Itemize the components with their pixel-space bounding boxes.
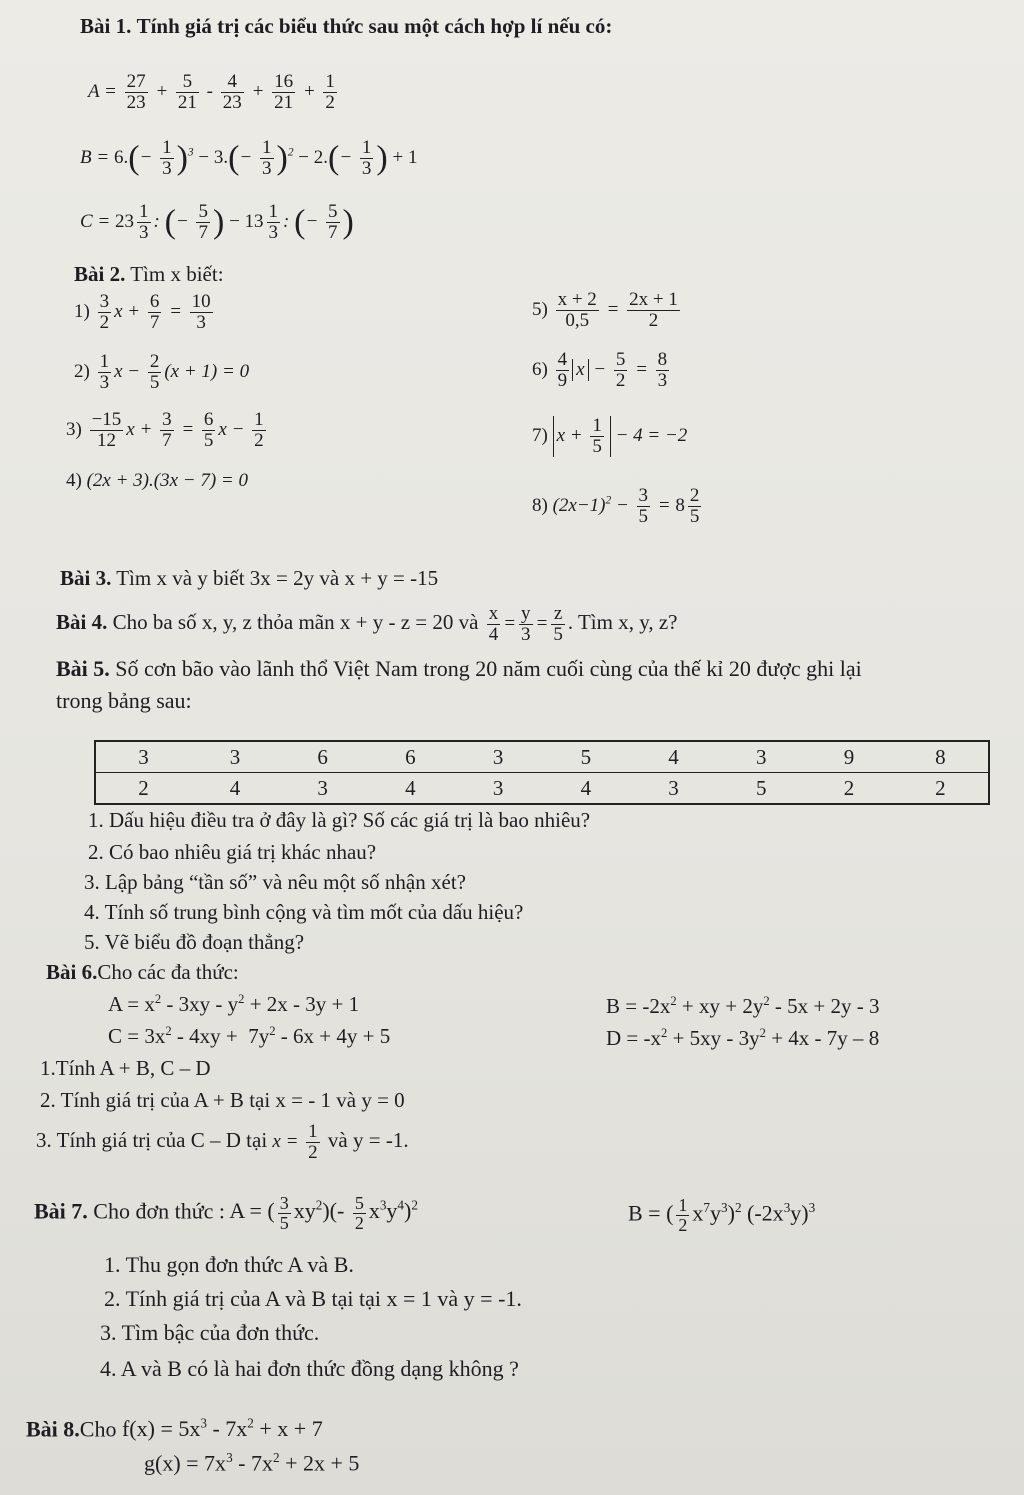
exercise-8-text: Cho	[79, 1416, 117, 1442]
equation-3: 3) $\frac{-15}{12}$ x + $\frac{3}{7}$ = $\frac{6}{5}$ x − $\frac{1}{2}$	[66, 409, 264, 451]
table-cell: 2	[843, 775, 855, 800]
exercise-7-question-4: 4. A và B có là hai đơn thức đồng dạng không ?	[100, 1356, 519, 1381]
equation-2: 2) $\frac{1}{3}$ x − $\frac{2}{5}$ (x + 1) = 0	[74, 351, 250, 393]
exercise-4-question: . Tìm x, y, z?	[567, 609, 678, 634]
exercise-5-question-2: 2. Có bao nhiêu giá trị khác nhau?	[88, 840, 377, 864]
equation-1: 1) $\frac{3}{2}$ x + $\frac{6}{7}$ = $\frac{10}{3}$	[74, 291, 211, 333]
ratio-expression: $\frac{x}{4}$ = $\frac{y}{3}$ = $\frac{z}{5}$	[488, 603, 563, 645]
exercise-2-text: Tìm x biết:	[130, 262, 224, 286]
exercise-5-question-4: 4. Tính số trung bình cộng và tìm mốt của dấu hiệu?	[84, 900, 524, 924]
exercise-6-question-3-text: 3. Tính giá trị của C – D tại	[36, 1127, 268, 1152]
exercise-1-text: Tính giá trị các biểu thức sau một cách hợp lí nếu có:	[136, 14, 613, 38]
table-cell: 4	[630, 741, 718, 773]
monomial-b: B = ( $\frac{1}{2}$ $x^7y^3)^2$ $(-2x^3y)^3$	[628, 1195, 816, 1235]
polynomial-a: $A = x^2 - 3xy - y^2 + 2x - 3y + 1$	[108, 992, 360, 1016]
exercise-7-title: Bài 7.	[34, 1198, 88, 1224]
exercise-7-question-3: 3. Tìm bậc của đơn thức.	[100, 1320, 320, 1345]
table-cell: 3	[454, 741, 542, 773]
table-cell: 5	[542, 741, 630, 773]
table-cell: 3	[317, 775, 328, 800]
table-row	[95, 773, 989, 805]
exercise-2-title: Bài 2.	[74, 262, 126, 286]
x-value: x = $\frac{1}{2}$	[272, 1121, 318, 1163]
exercise-4-text: Cho ba số x, y, z thỏa mãn x + y - z = 20 và	[112, 609, 479, 634]
exercise-7-text: Cho đơn thức :	[93, 1198, 226, 1224]
exercise-3	[60, 566, 438, 591]
exercise-1-heading	[80, 14, 612, 39]
exercise-3-text: Tìm x và y biết 3x = 2y và x + y = -15	[116, 566, 439, 590]
table-row	[95, 741, 989, 773]
exercise-6-text: Cho các đa thức:	[97, 960, 239, 984]
exercise-5-text-line2: trong bảng sau:	[56, 688, 192, 713]
expression-a: A = $\frac{27}{23}$ + $\frac{5}{21}$ - $\frac{4}{23}$ + $\frac{16}{21}$ + $\frac{1}{2}$	[88, 71, 335, 113]
expression-b: B = 6.(− $\frac{1}{3}$ )$^3$ − 3.(− $\frac{1}{3}$ )$^2$ − 2.(− $\frac{1}{3}$ ) + 1	[80, 137, 418, 179]
table-cell: 3	[492, 775, 504, 800]
exercise-5-question-5: 5. Vẽ biểu đồ đoạn thẳng?	[84, 930, 305, 954]
exercise-1-title: Bài 1.	[80, 14, 132, 38]
exercise-5-text: Số cơn bão vào lãnh thổ Việt Nam trong 20 năm cuối cùng của thế kỉ 20 được ghi lại	[115, 656, 862, 681]
polynomial-b: $B = -2x^2$ + xy + $2y^2 - 5x + 2y - 3$	[606, 994, 880, 1018]
table-cell: 3	[717, 741, 805, 773]
table-cell: 2	[935, 775, 946, 800]
exercise-7-question-2: 2. Tính giá trị của A và B tại tại x = 1 và y = -1.	[104, 1286, 522, 1311]
equation-6: 6) $\frac{4}{9}$ x − $\frac{5}{2}$ = $\frac{8}{3}$	[532, 349, 668, 391]
equation-7: 7) x + $\frac{1}{5}$ − 4 = −2	[532, 415, 688, 457]
table-cell: 9	[805, 741, 893, 773]
polynomial-f: $f(x) = 5x^3 - 7x^2 + x + 7$	[121, 1416, 323, 1442]
equation-8: 8) $(2x-1)^2$ − $\frac{3}{5}$ = 8 $\frac{2}{5}$	[532, 485, 700, 527]
exercise-7-question-1: 1. Thu gọn đơn thức A và B.	[104, 1252, 354, 1277]
exercise-5-question-3: 3. Lập bảng “tần số” và nêu một số nhận xét?	[84, 870, 466, 894]
table-cell: 8	[893, 741, 989, 773]
exercise-6-title: Bài 6.	[46, 960, 98, 984]
table-cell: 4	[229, 775, 241, 800]
expression-c: C = 23 $\frac{1}{3}$ : (− $\frac{5}{7}$ ) − 13 $\frac{1}{3}$ : (− $\frac{5}{7}$ )	[80, 201, 354, 243]
polynomial-g: $g(x) = 7x^3 - 7x^2 + 2x + 5$	[144, 1450, 360, 1476]
table-cell: 4	[405, 775, 416, 800]
exercise-4-title: Bài 4.	[56, 609, 108, 634]
exercise-5-question-1: 1. Dấu hiệu điều tra ở đây là gì? Số các giá trị là bao nhiêu?	[88, 808, 591, 832]
exercise-8-heading	[26, 1416, 323, 1442]
table-cell: 4	[580, 775, 592, 800]
exercise-5-heading	[56, 656, 862, 682]
monomial-a: A = ( $\frac{3}{5}$ $xy^2)(-$ $\frac{5}{2}$ $x^3y^4)^2$	[229, 1193, 418, 1233]
equation-5: 5) $\frac{x + 2}{0,5}$ = $\frac{2x + 1}{2}$	[532, 289, 678, 331]
exercise-7-heading	[34, 1194, 418, 1233]
exercise-3-title: Bài 3.	[60, 566, 112, 590]
table-cell: 3	[191, 741, 279, 773]
exercise-6-question-3-tail: và y = -1.	[327, 1127, 409, 1152]
exercise-5-title: Bài 5.	[56, 656, 110, 681]
polynomial-d: $D = -x^2 + 5xy - 3y^2 + 4x - 7y - 8$	[606, 1026, 880, 1050]
table-cell: 2	[138, 775, 149, 800]
exercise-6-question-2: 2. Tính giá trị của A + B tại x = - 1 và y = 0	[40, 1088, 405, 1112]
exercise-8-title: Bài 8.	[26, 1416, 80, 1442]
exercise-4	[56, 604, 678, 645]
table-cell: 6	[279, 741, 367, 773]
storm-count-table	[94, 740, 990, 805]
exercise-6-question-3	[36, 1122, 409, 1163]
exercise-6-heading	[46, 960, 239, 985]
equation-4: 4) (2x + 3).(3x − 7) = 0	[66, 470, 248, 491]
table-cell: 3	[95, 741, 191, 773]
polynomial-c: $C = 3x^2 - 4xy + 7y^2 - 6x + 4y + 5$	[108, 1024, 391, 1048]
exercise-6-question-1: 1.Tính A + B, C – D	[40, 1056, 211, 1080]
exercise-2-heading	[74, 262, 224, 287]
table-cell: 3	[668, 775, 679, 800]
table-cell: 6	[367, 741, 455, 773]
table-cell: 5	[756, 775, 767, 800]
